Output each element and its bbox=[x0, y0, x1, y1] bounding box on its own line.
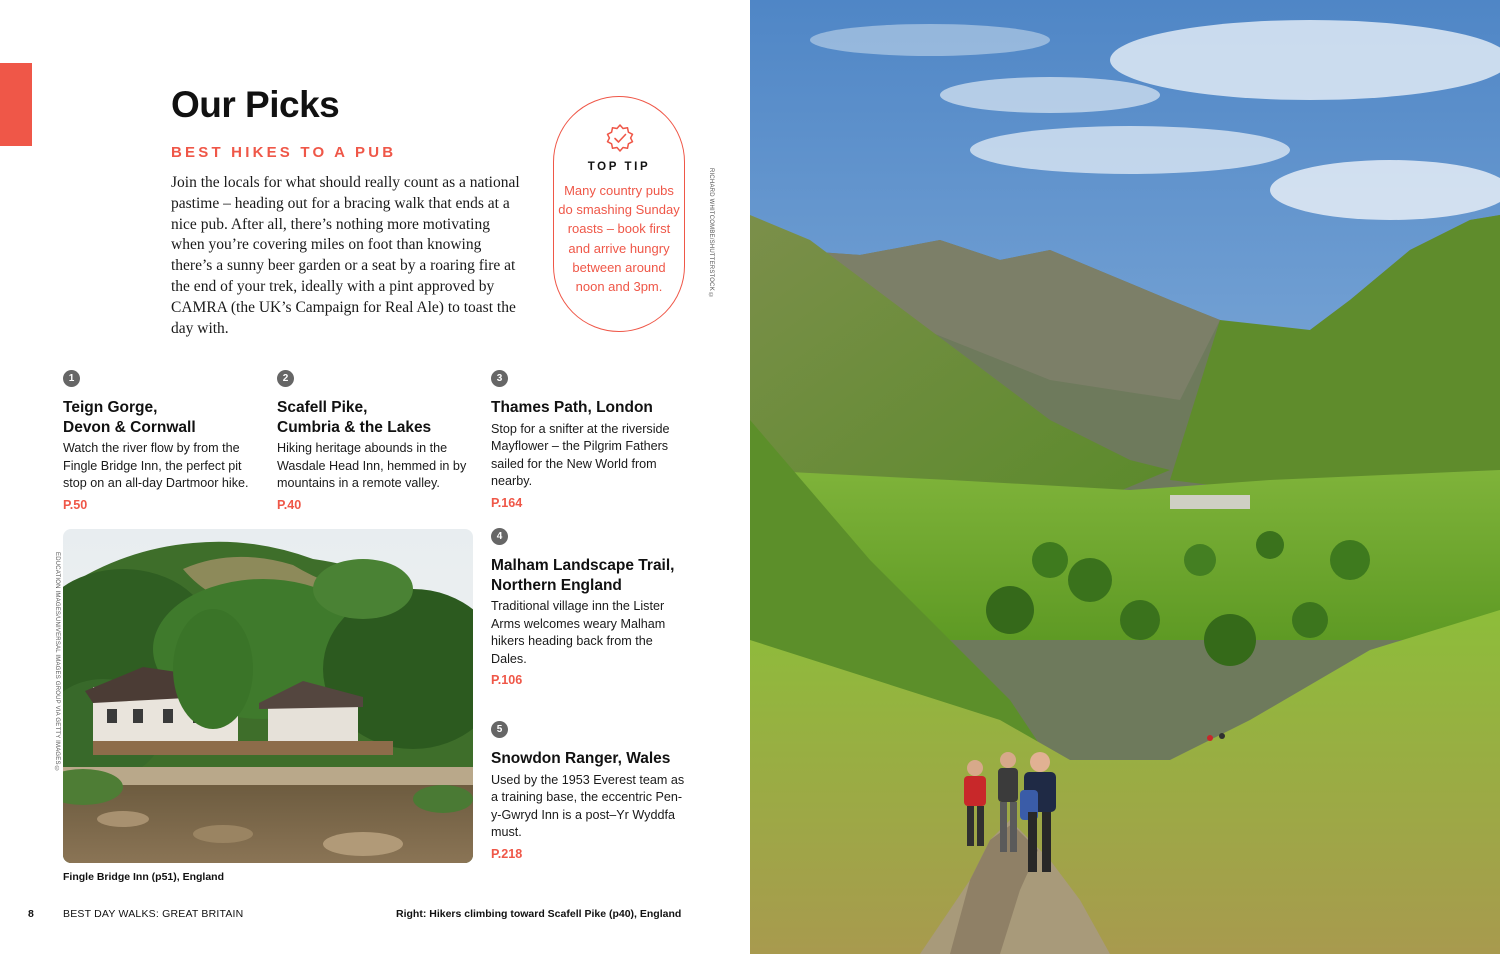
top-tip-text: Many country pubs do smashing Sunday roasts – book first and arrive hungry between around noon and 3pm. bbox=[558, 183, 680, 295]
pick-number-badge: 2 bbox=[277, 370, 294, 387]
pick-item bbox=[491, 528, 691, 687]
running-footer-title: BEST DAY WALKS: GREAT BRITAIN bbox=[63, 908, 244, 920]
pick-description: Hiking heritage abounds in the Wasdale Head Inn, hemmed in by mountains in a remote valley. bbox=[277, 441, 467, 491]
pick-description: Stop for a snifter at the riverside Mayflower – the Pilgrim Fathers sailed for the New World from nearby. bbox=[491, 421, 670, 489]
scafell-pike-hikers-photo bbox=[750, 0, 1500, 954]
pick-number-badge: 5 bbox=[491, 721, 508, 738]
pick-item bbox=[277, 370, 477, 512]
pick-page-link[interactable]: P.40 bbox=[277, 497, 302, 512]
badge-check-icon bbox=[605, 123, 635, 153]
pick-title: Scafell Pike, Cumbria & the Lakes bbox=[277, 399, 432, 436]
right-photo-credit: RICHARD WHITCOMBE/SHUTTERSTOCK © bbox=[708, 168, 714, 299]
pick-item bbox=[491, 721, 691, 861]
pick-page-link[interactable]: P.106 bbox=[491, 673, 523, 688]
pick-number-badge: 4 bbox=[491, 528, 508, 545]
pick-number-badge: 3 bbox=[491, 370, 508, 387]
intro-paragraph: Join the locals for what should really count as a national pastime – heading out for a bracing walk that ends at a nice pub. After all, there’s nothing more motivating when you’re covering miles on foot than knowing there’s a sunny beer garden or a seat by a roaring fire at the end of your trek, ideally with a pint approved by CAMRA (the UK’s Campaign for Real Ale) to toast the day with. bbox=[171, 174, 520, 337]
pick-description: Used by the 1953 Everest team as a training base, the eccentric Pen-y-Gwryd Inn is a post–Yr Wyddfa must. bbox=[491, 772, 685, 840]
fingle-bridge-inn-photo bbox=[63, 529, 473, 863]
pick-title: Snowdon Ranger, Wales bbox=[491, 750, 671, 767]
pick-page-link[interactable]: P.50 bbox=[63, 497, 88, 512]
section-tab-marker bbox=[0, 63, 32, 146]
pick-title: Teign Gorge, Devon & Cornwall bbox=[63, 399, 196, 436]
pick-number-badge: 1 bbox=[63, 370, 80, 387]
top-tip-label: TOP TIP bbox=[587, 161, 651, 173]
pick-item bbox=[491, 370, 691, 510]
page-subtitle: BEST HIKES TO A PUB bbox=[171, 144, 397, 161]
top-tip-box bbox=[553, 96, 685, 332]
inn-photo-caption: Fingle Bridge Inn (p51), England bbox=[63, 871, 225, 883]
page-title: Our Picks bbox=[171, 84, 340, 125]
page-number: 8 bbox=[28, 908, 34, 920]
inn-photo-credit: EDUCATION IMAGES/UNIVERSAL IMAGES GROUP VIA GETTY IMAGES © bbox=[54, 552, 60, 773]
pick-description: Watch the river flow by from the Fingle Bridge Inn, the perfect pit stop on an all-day Dartmoor hike. bbox=[63, 441, 249, 491]
pick-item bbox=[63, 370, 263, 512]
right-photo-caption: Right: Hikers climbing toward Scafell Pike (p40), England bbox=[396, 908, 682, 920]
pick-page-link[interactable]: P.164 bbox=[491, 495, 523, 510]
pick-title: Malham Landscape Trail, Northern England bbox=[491, 557, 675, 594]
pick-page-link[interactable]: P.218 bbox=[491, 846, 523, 861]
pick-description: Traditional village inn the Lister Arms welcomes weary Malham hikers heading back from the Dales. bbox=[491, 599, 666, 666]
pick-title: Thames Path, London bbox=[491, 399, 653, 416]
